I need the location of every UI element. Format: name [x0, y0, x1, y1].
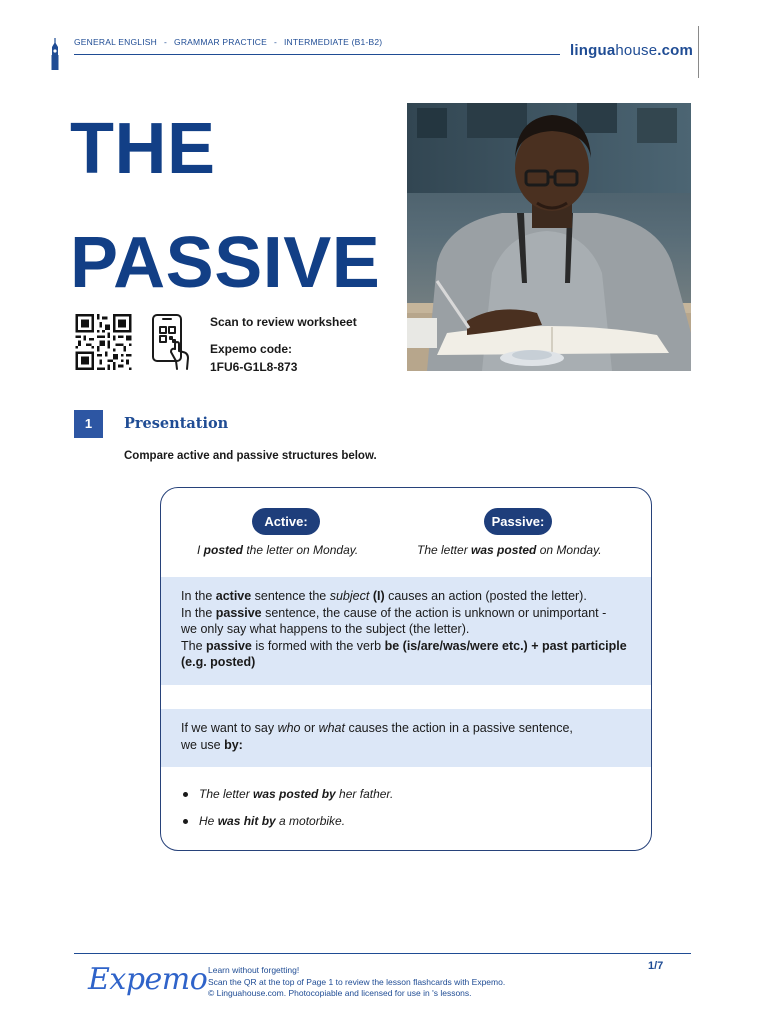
breadcrumb-item: INTERMEDIATE (B1-B2) [284, 37, 383, 47]
keyword: what [318, 721, 345, 735]
active-label-pill: Active: [252, 508, 320, 535]
header-edge-divider [698, 26, 699, 78]
text: is formed with the verb [251, 638, 385, 653]
scan-info [210, 313, 357, 376]
example-text: on Monday. [536, 543, 602, 557]
section-instruction: Compare active and passive structures below. [124, 450, 377, 462]
explanation-line [181, 654, 631, 671]
section-title: Presentation [124, 415, 229, 432]
phone-scan-icon [150, 313, 192, 371]
text: her father. [335, 787, 394, 801]
keyword: active [215, 589, 252, 603]
keyword: passive [215, 605, 262, 620]
explanation-band [161, 577, 651, 685]
explanation-line [181, 588, 631, 605]
passive-label-pill: Passive: [484, 508, 552, 535]
text: causes the action in a passive sentence, [344, 721, 573, 735]
example-text: The letter [417, 543, 472, 557]
keyword: who [277, 721, 301, 735]
list-item [181, 786, 393, 802]
brand-logo-part: lingua [570, 42, 616, 59]
active-example [197, 543, 358, 557]
keyword: be (is/are/was/were etc.) + past participle [384, 638, 627, 653]
page-title [70, 92, 380, 320]
text: In the [181, 605, 216, 620]
text: The letter [199, 787, 254, 801]
text: The [181, 638, 207, 653]
list-item [181, 813, 393, 829]
by-note-band [161, 709, 651, 767]
brand-logo-part: .com [657, 42, 694, 59]
text: causes an action (posted the letter). [384, 589, 587, 603]
expemo-logo[interactable]: Expemo [88, 962, 208, 997]
example-verb: posted [203, 543, 244, 557]
breadcrumb-separator: - [273, 37, 277, 47]
keyword: by: [224, 737, 243, 752]
explanation-line [181, 638, 631, 655]
text: In the [181, 589, 216, 603]
text: If we want to say [181, 721, 278, 735]
text: sentence the [251, 589, 330, 603]
by-note-line [181, 720, 631, 737]
by-examples-list [181, 786, 393, 840]
keyword: passive [206, 638, 252, 653]
title-line: PASSIVE [70, 223, 381, 303]
qr-code-icon[interactable] [74, 314, 133, 370]
footer-instruction: Scan the QR at the top of Page 1 to review the lesson flashcards with Expemo. [208, 976, 506, 987]
passive-example [417, 543, 602, 557]
explanation-line: we only say what happens to the subject (the letter). [181, 622, 470, 636]
text: or [300, 721, 319, 735]
footer-tagline: Learn without forgetting! [208, 965, 300, 975]
brand-logo-part: house [615, 42, 658, 59]
expemo-code: 1FU6-G1L8-873 [210, 360, 298, 374]
example-verb: was posted [471, 543, 537, 557]
footer-text [208, 965, 505, 1000]
keyword: was posted by [253, 787, 336, 801]
explanation-line [181, 605, 631, 622]
breadcrumb-item: GRAMMAR PRACTICE [174, 37, 267, 47]
text: He [199, 814, 218, 828]
page-number: 1/7 [648, 960, 664, 972]
breadcrumb-separator: - [164, 37, 168, 47]
keyword: (I) [369, 589, 385, 603]
footer-copyright: © Linguahouse.com. Photocopiable and licensed for use in 's lessons. [208, 988, 472, 998]
example-text: the letter on Monday. [243, 543, 359, 557]
breadcrumb [74, 37, 382, 47]
brand-logo[interactable] [570, 42, 693, 59]
expemo-code-label: Expemo code: [210, 342, 293, 356]
keyword: (e.g. posted) [181, 655, 256, 669]
example-text: I [197, 543, 204, 557]
student-photo [407, 103, 691, 371]
comparison-box [160, 487, 652, 851]
breadcrumb-item: GENERAL ENGLISH [74, 37, 157, 47]
text: we use [181, 737, 225, 752]
keyword: was hit by [217, 814, 276, 828]
text: sentence, the cause of the action is unknown or unimportant - [261, 605, 607, 620]
header-divider [74, 54, 560, 55]
big-ben-icon [50, 38, 60, 70]
section-number-badge: 1 [74, 410, 103, 438]
text: a motorbike. [275, 814, 346, 828]
title-line: THE [70, 109, 216, 189]
footer-divider [74, 953, 691, 954]
keyword: subject [329, 589, 370, 603]
by-note-line [181, 737, 631, 754]
scan-label: Scan to review worksheet [210, 315, 357, 329]
